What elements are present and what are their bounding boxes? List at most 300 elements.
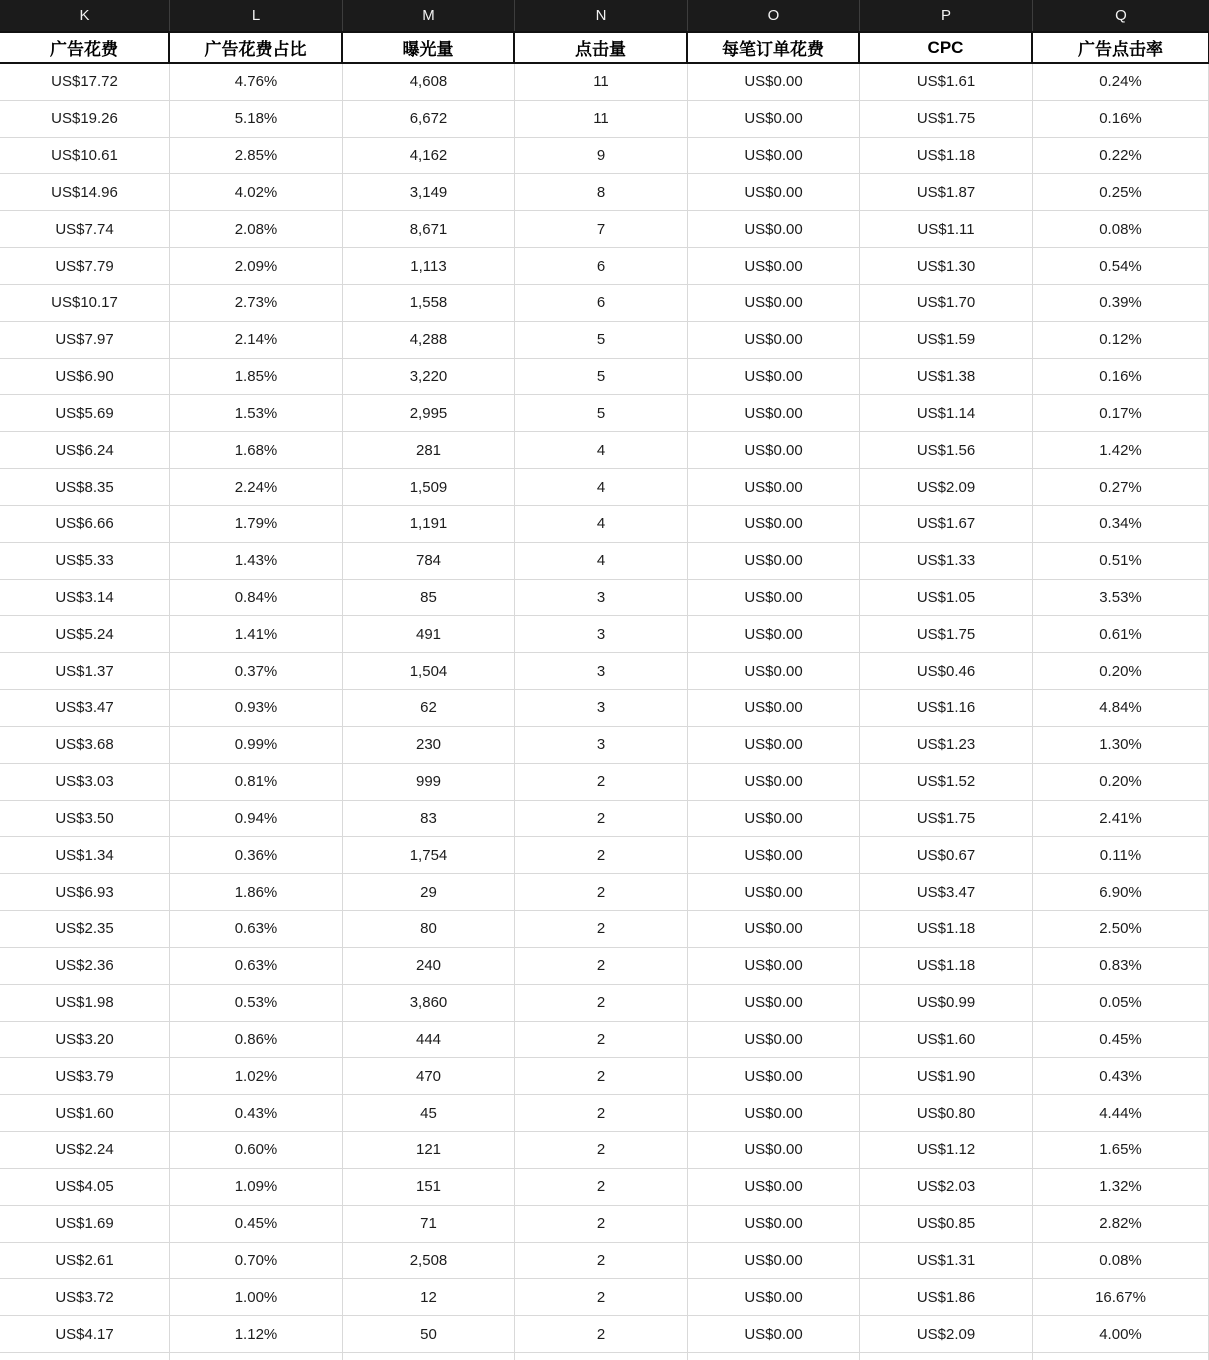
table-cell[interactable]: 29: [343, 874, 515, 911]
table-cell[interactable]: 0.60%: [170, 1132, 343, 1169]
table-row: [0, 1243, 1209, 1280]
table-cell[interactable]: [515, 1353, 688, 1360]
table-row: [0, 911, 1209, 948]
table-cell[interactable]: US$0.00: [688, 837, 860, 874]
table-cell[interactable]: 0.51%: [1033, 543, 1209, 580]
header-cell-p[interactable]: CPC: [860, 33, 1033, 62]
table-cell[interactable]: 1,504: [343, 653, 515, 690]
table-cell[interactable]: 2,508: [343, 1243, 515, 1280]
table-cell[interactable]: 2: [515, 874, 688, 911]
table-cell[interactable]: 0.94%: [170, 801, 343, 838]
table-cell[interactable]: US$0.80: [860, 1095, 1033, 1132]
table-cell[interactable]: US$10.61: [0, 138, 170, 175]
table-cell[interactable]: 0.22%: [1033, 138, 1209, 175]
table-cell[interactable]: US$0.67: [860, 837, 1033, 874]
table-cell[interactable]: US$8.35: [0, 469, 170, 506]
table-cell[interactable]: US$0.00: [688, 764, 860, 801]
table-cell[interactable]: 2: [515, 1058, 688, 1095]
table-cell[interactable]: US$0.00: [688, 138, 860, 175]
table-cell[interactable]: US$0.00: [688, 1243, 860, 1280]
table-cell[interactable]: 1.86%: [170, 874, 343, 911]
table-cell[interactable]: 999: [343, 764, 515, 801]
table-cell[interactable]: US$0.00: [688, 101, 860, 138]
table-cell[interactable]: US$1.61: [860, 64, 1033, 101]
table-cell[interactable]: 3,149: [343, 174, 515, 211]
table-cell[interactable]: 0.54%: [1033, 248, 1209, 285]
table-cell[interactable]: 1.12%: [170, 1316, 343, 1353]
table-cell[interactable]: 4.00%: [1033, 1316, 1209, 1353]
table-cell[interactable]: 1,113: [343, 248, 515, 285]
table-cell[interactable]: 0.16%: [1033, 101, 1209, 138]
table-cell[interactable]: US$1.98: [0, 985, 170, 1022]
header-cell-k[interactable]: 广告花费: [0, 33, 170, 62]
table-row: [0, 764, 1209, 801]
table-row: [0, 1206, 1209, 1243]
table-cell[interactable]: US$0.00: [688, 616, 860, 653]
table-cell[interactable]: US$2.24: [0, 1132, 170, 1169]
table-cell[interactable]: US$0.00: [688, 1206, 860, 1243]
table-cell[interactable]: 5: [515, 359, 688, 396]
table-cell[interactable]: 16.67%: [1033, 1279, 1209, 1316]
table-cell[interactable]: US$4.17: [0, 1316, 170, 1353]
table-row: [0, 1058, 1209, 1095]
table-cell[interactable]: US$1.90: [860, 1058, 1033, 1095]
header-cell-n[interactable]: 点击量: [515, 33, 688, 62]
table-cell[interactable]: 71: [343, 1206, 515, 1243]
table-cell[interactable]: US$0.00: [688, 543, 860, 580]
table-cell[interactable]: US$0.00: [688, 432, 860, 469]
table-row: [0, 469, 1209, 506]
table-cell[interactable]: 2: [515, 1279, 688, 1316]
table-cell[interactable]: US$0.00: [688, 64, 860, 101]
table-cell[interactable]: 12: [343, 1279, 515, 1316]
table-cell[interactable]: 121: [343, 1132, 515, 1169]
table-cell[interactable]: US$3.47: [860, 874, 1033, 911]
table-cell[interactable]: US$3.50: [0, 801, 170, 838]
table-cell[interactable]: 0.05%: [1033, 985, 1209, 1022]
table-cell[interactable]: US$3.72: [0, 1279, 170, 1316]
table-cell[interactable]: 4: [515, 543, 688, 580]
table-cell[interactable]: 2.41%: [1033, 801, 1209, 838]
table-cell[interactable]: [860, 1353, 1033, 1360]
table-row: [0, 801, 1209, 838]
table-cell[interactable]: 0.45%: [1033, 1022, 1209, 1059]
table-cell[interactable]: US$0.00: [688, 506, 860, 543]
table-cell[interactable]: 0.43%: [1033, 1058, 1209, 1095]
column-letters-row: [0, 0, 1209, 31]
table-row: [0, 1022, 1209, 1059]
table-cell[interactable]: 5: [515, 395, 688, 432]
table-cell[interactable]: 4: [515, 469, 688, 506]
table-cell[interactable]: US$0.00: [688, 985, 860, 1022]
table-cell[interactable]: US$5.24: [0, 616, 170, 653]
table-cell[interactable]: 3,860: [343, 985, 515, 1022]
table-cell[interactable]: US$1.70: [860, 285, 1033, 322]
table-cell[interactable]: 2: [515, 1243, 688, 1280]
table-cell[interactable]: 2: [515, 1316, 688, 1353]
table-cell[interactable]: 1.09%: [170, 1169, 343, 1206]
table-cell[interactable]: 1.41%: [170, 616, 343, 653]
table-cell[interactable]: 2.82%: [1033, 1206, 1209, 1243]
table-cell[interactable]: 2: [515, 1022, 688, 1059]
table-cell[interactable]: US$0.00: [688, 727, 860, 764]
table-cell[interactable]: 2: [515, 911, 688, 948]
table-row: [0, 322, 1209, 359]
table-cell[interactable]: US$0.00: [688, 395, 860, 432]
table-cell[interactable]: 1,191: [343, 506, 515, 543]
table-cell[interactable]: US$0.00: [688, 469, 860, 506]
table-cell[interactable]: 0.45%: [170, 1206, 343, 1243]
table-cell[interactable]: 4,288: [343, 322, 515, 359]
table-cell[interactable]: US$7.97: [0, 322, 170, 359]
table-cell[interactable]: 2.09%: [170, 248, 343, 285]
table-cell[interactable]: 7: [515, 211, 688, 248]
table-cell[interactable]: 281: [343, 432, 515, 469]
table-cell[interactable]: 1.43%: [170, 543, 343, 580]
table-cell[interactable]: US$0.00: [688, 1169, 860, 1206]
table-cell[interactable]: US$1.37: [0, 653, 170, 690]
table-cell[interactable]: US$1.18: [860, 138, 1033, 175]
table-cell[interactable]: US$1.11: [860, 211, 1033, 248]
table-row: [0, 101, 1209, 138]
table-cell[interactable]: US$1.38: [860, 359, 1033, 396]
table-cell[interactable]: US$1.34: [0, 837, 170, 874]
table-cell[interactable]: US$7.74: [0, 211, 170, 248]
table-cell[interactable]: 6: [515, 248, 688, 285]
table-cell[interactable]: 4,162: [343, 138, 515, 175]
table-cell[interactable]: 0.25%: [1033, 174, 1209, 211]
table-cell[interactable]: US$0.00: [688, 1132, 860, 1169]
table-cell[interactable]: 8: [515, 174, 688, 211]
table-cell[interactable]: US$0.00: [688, 653, 860, 690]
table-cell[interactable]: 4.84%: [1033, 690, 1209, 727]
table-cell[interactable]: US$3.03: [0, 764, 170, 801]
table-cell[interactable]: US$1.69: [0, 1206, 170, 1243]
table-cell[interactable]: 444: [343, 1022, 515, 1059]
table-cell[interactable]: 2.50%: [1033, 911, 1209, 948]
table-cell[interactable]: 1.32%: [1033, 1169, 1209, 1206]
table-cell[interactable]: US$3.68: [0, 727, 170, 764]
table-cell[interactable]: 2,995: [343, 395, 515, 432]
table-row: [0, 1279, 1209, 1316]
table-cell[interactable]: US$14.96: [0, 174, 170, 211]
table-cell[interactable]: US$0.46: [860, 653, 1033, 690]
table-cell[interactable]: 230: [343, 727, 515, 764]
table-cell[interactable]: 0.70%: [170, 1243, 343, 1280]
table-cell[interactable]: US$10.17: [0, 285, 170, 322]
table-cell[interactable]: US$4.05: [0, 1169, 170, 1206]
table-cell[interactable]: 5.18%: [170, 101, 343, 138]
table-cell[interactable]: 50: [343, 1316, 515, 1353]
table-cell[interactable]: US$2.61: [0, 1243, 170, 1280]
table-cell[interactable]: US$1.86: [860, 1279, 1033, 1316]
table-cell[interactable]: 0.16%: [1033, 359, 1209, 396]
table-cell[interactable]: 2: [515, 1169, 688, 1206]
table-cell[interactable]: 0.39%: [1033, 285, 1209, 322]
table-row: [0, 1316, 1209, 1353]
table-cell[interactable]: 0.20%: [1033, 764, 1209, 801]
table-cell[interactable]: 11: [515, 64, 688, 101]
table-cell[interactable]: 3: [515, 690, 688, 727]
table-cell[interactable]: 0.84%: [170, 580, 343, 617]
table-cell[interactable]: US$2.09: [860, 469, 1033, 506]
table-cell[interactable]: 2: [515, 801, 688, 838]
table-cell[interactable]: US$0.00: [688, 948, 860, 985]
table-row: [0, 543, 1209, 580]
table-cell[interactable]: 1.68%: [170, 432, 343, 469]
table-cell[interactable]: 0.17%: [1033, 395, 1209, 432]
table-row: [0, 248, 1209, 285]
table-cell[interactable]: US$0.99: [860, 985, 1033, 1022]
table-row: [0, 653, 1209, 690]
table-row: [0, 138, 1209, 175]
table-row: [0, 64, 1209, 101]
table-cell[interactable]: US$6.90: [0, 359, 170, 396]
table-cell[interactable]: 1.00%: [170, 1279, 343, 1316]
table-cell[interactable]: 491: [343, 616, 515, 653]
table-cell[interactable]: 2: [515, 764, 688, 801]
table-cell[interactable]: 2: [515, 1095, 688, 1132]
table-cell[interactable]: 8,671: [343, 211, 515, 248]
table-cell[interactable]: US$0.00: [688, 1022, 860, 1059]
table-cell[interactable]: US$0.00: [688, 1095, 860, 1132]
table-cell[interactable]: US$0.00: [688, 801, 860, 838]
table-cell[interactable]: 3: [515, 653, 688, 690]
table-cell[interactable]: US$1.75: [860, 801, 1033, 838]
table-row: [0, 690, 1209, 727]
table-header-row: [0, 31, 1209, 64]
table-cell[interactable]: US$0.85: [860, 1206, 1033, 1243]
table-cell[interactable]: [688, 1353, 860, 1360]
table-cell[interactable]: US$2.36: [0, 948, 170, 985]
table-cell[interactable]: 1.02%: [170, 1058, 343, 1095]
table-cell[interactable]: US$0.00: [688, 174, 860, 211]
table-cell[interactable]: 4.44%: [1033, 1095, 1209, 1132]
table-cell[interactable]: US$1.60: [860, 1022, 1033, 1059]
table-row: [0, 285, 1209, 322]
table-cell[interactable]: US$0.00: [688, 211, 860, 248]
table-cell[interactable]: 4: [515, 432, 688, 469]
table-cell[interactable]: 2: [515, 1206, 688, 1243]
table-cell[interactable]: US$7.79: [0, 248, 170, 285]
table-cell[interactable]: US$0.00: [688, 690, 860, 727]
table-cell[interactable]: US$0.00: [688, 1279, 860, 1316]
table-cell[interactable]: US$1.14: [860, 395, 1033, 432]
partial-row: [0, 1353, 1209, 1360]
table-cell[interactable]: 11: [515, 101, 688, 138]
table-cell[interactable]: 1.65%: [1033, 1132, 1209, 1169]
table-cell[interactable]: US$3.47: [0, 690, 170, 727]
table-cell[interactable]: US$0.00: [688, 874, 860, 911]
table-cell[interactable]: 2.08%: [170, 211, 343, 248]
table-cell[interactable]: 80: [343, 911, 515, 948]
table-cell[interactable]: [170, 1353, 343, 1360]
table-cell[interactable]: 2: [515, 1132, 688, 1169]
table-row: [0, 506, 1209, 543]
table-row: [0, 359, 1209, 396]
table-cell[interactable]: 0.24%: [1033, 64, 1209, 101]
table-cell[interactable]: US$1.30: [860, 248, 1033, 285]
table-cell[interactable]: 1,509: [343, 469, 515, 506]
table-cell[interactable]: 6: [515, 285, 688, 322]
table-cell[interactable]: US$0.00: [688, 1316, 860, 1353]
table-cell[interactable]: 3: [515, 616, 688, 653]
table-cell[interactable]: US$1.52: [860, 764, 1033, 801]
table-cell[interactable]: 0.37%: [170, 653, 343, 690]
table-cell[interactable]: 0.08%: [1033, 211, 1209, 248]
column-letter-p[interactable]: P: [860, 0, 1033, 31]
table-cell[interactable]: 45: [343, 1095, 515, 1132]
table-cell[interactable]: 3: [515, 580, 688, 617]
table-cell[interactable]: 2: [515, 837, 688, 874]
table-cell[interactable]: [0, 1353, 170, 1360]
table-cell[interactable]: 2.14%: [170, 322, 343, 359]
table-cell[interactable]: US$3.14: [0, 580, 170, 617]
table-cell[interactable]: US$1.59: [860, 322, 1033, 359]
table-cell[interactable]: US$1.16: [860, 690, 1033, 727]
table-cell[interactable]: US$1.75: [860, 101, 1033, 138]
table-cell[interactable]: 0.93%: [170, 690, 343, 727]
table-cell[interactable]: 3: [515, 727, 688, 764]
table-cell[interactable]: 4,608: [343, 64, 515, 101]
column-letter-o[interactable]: O: [688, 0, 860, 31]
table-cell[interactable]: 240: [343, 948, 515, 985]
table-row: [0, 727, 1209, 764]
table-row: [0, 1095, 1209, 1132]
table-cell[interactable]: 1.53%: [170, 395, 343, 432]
column-letter-n[interactable]: N: [515, 0, 688, 31]
table-cell[interactable]: US$1.87: [860, 174, 1033, 211]
table-cell[interactable]: 0.86%: [170, 1022, 343, 1059]
table-cell[interactable]: US$1.33: [860, 543, 1033, 580]
table-cell[interactable]: 0.43%: [170, 1095, 343, 1132]
column-letter-k[interactable]: K: [0, 0, 170, 31]
table-cell[interactable]: US$0.00: [688, 322, 860, 359]
table-cell[interactable]: 2.85%: [170, 138, 343, 175]
column-letter-q[interactable]: Q: [1115, 7, 1127, 24]
table-cell[interactable]: US$1.12: [860, 1132, 1033, 1169]
header-cell-q[interactable]: 广告点击率: [1033, 33, 1209, 62]
table-row: [0, 580, 1209, 617]
table-cell[interactable]: US$1.23: [860, 727, 1033, 764]
table-row: [0, 211, 1209, 248]
column-letter-m[interactable]: M: [343, 0, 515, 31]
table-cell[interactable]: 3,220: [343, 359, 515, 396]
table-cell[interactable]: 2.73%: [170, 285, 343, 322]
table-cell[interactable]: 1,558: [343, 285, 515, 322]
table-cell[interactable]: 9: [515, 138, 688, 175]
table-cell[interactable]: 784: [343, 543, 515, 580]
table-cell[interactable]: 470: [343, 1058, 515, 1095]
table-cell[interactable]: US$6.66: [0, 506, 170, 543]
table-cell[interactable]: 1.79%: [170, 506, 343, 543]
table-cell[interactable]: US$2.35: [0, 911, 170, 948]
table-cell[interactable]: 0.61%: [1033, 616, 1209, 653]
table-cell[interactable]: 1.42%: [1033, 432, 1209, 469]
table-row: [0, 395, 1209, 432]
table-row: [0, 948, 1209, 985]
table-row: [0, 1132, 1209, 1169]
table-cell[interactable]: US$1.18: [860, 911, 1033, 948]
table-cell[interactable]: 0.81%: [170, 764, 343, 801]
table-cell[interactable]: 0.99%: [170, 727, 343, 764]
table-cell[interactable]: US$0.00: [688, 359, 860, 396]
table-cell[interactable]: US$1.56: [860, 432, 1033, 469]
table-cell[interactable]: US$3.79: [0, 1058, 170, 1095]
table-cell[interactable]: US$6.24: [0, 432, 170, 469]
table-cell[interactable]: 85: [343, 580, 515, 617]
column-letter-l[interactable]: L: [170, 0, 343, 31]
table-cell[interactable]: 83: [343, 801, 515, 838]
table-cell[interactable]: US$1.60: [0, 1095, 170, 1132]
header-cell-m[interactable]: 曝光量: [343, 33, 515, 62]
table-cell[interactable]: 0.53%: [170, 985, 343, 1022]
table-cell[interactable]: US$1.05: [860, 580, 1033, 617]
table-row: [0, 432, 1209, 469]
table-cell[interactable]: 6.90%: [1033, 874, 1209, 911]
table-cell[interactable]: 1,754: [343, 837, 515, 874]
header-cell-o[interactable]: 每笔订单花费: [688, 33, 860, 62]
table-cell[interactable]: 1.85%: [170, 359, 343, 396]
table-cell[interactable]: 2: [515, 948, 688, 985]
table-cell[interactable]: 0.27%: [1033, 469, 1209, 506]
table-cell[interactable]: 0.83%: [1033, 948, 1209, 985]
table-cell[interactable]: US$3.20: [0, 1022, 170, 1059]
table-cell[interactable]: 2: [515, 985, 688, 1022]
table-cell[interactable]: 151: [343, 1169, 515, 1206]
table-cell[interactable]: US$0.00: [688, 911, 860, 948]
table-cell[interactable]: US$0.00: [688, 580, 860, 617]
header-cell-l[interactable]: 广告花费占比: [170, 33, 343, 62]
table-cell[interactable]: 4: [515, 506, 688, 543]
table-cell[interactable]: US$6.93: [0, 874, 170, 911]
table-row: [0, 174, 1209, 211]
table-cell[interactable]: 6,672: [343, 101, 515, 138]
table-cell[interactable]: US$0.00: [688, 248, 860, 285]
table-cell[interactable]: 0.08%: [1033, 1243, 1209, 1280]
table-cell[interactable]: US$1.67: [860, 506, 1033, 543]
table-cell[interactable]: 4.02%: [170, 174, 343, 211]
table-cell[interactable]: US$0.00: [688, 1058, 860, 1095]
table-cell[interactable]: 62: [343, 690, 515, 727]
table-cell[interactable]: US$17.72: [0, 64, 170, 101]
table-cell[interactable]: US$5.33: [0, 543, 170, 580]
table-cell[interactable]: US$5.69: [0, 395, 170, 432]
table-cell[interactable]: [343, 1353, 515, 1360]
table-cell[interactable]: US$0.00: [688, 285, 860, 322]
table-cell[interactable]: 0.11%: [1033, 837, 1209, 874]
table-cell[interactable]: 0.36%: [170, 837, 343, 874]
table-cell[interactable]: 0.12%: [1033, 322, 1209, 359]
table-cell[interactable]: 0.63%: [170, 948, 343, 985]
table-cell[interactable]: US$1.18: [860, 948, 1033, 985]
table-cell[interactable]: 5: [515, 322, 688, 359]
table-cell[interactable]: US$1.75: [860, 616, 1033, 653]
table-cell[interactable]: US$2.09: [860, 1316, 1033, 1353]
table-cell[interactable]: 1.30%: [1033, 727, 1209, 764]
table-cell[interactable]: 2.24%: [170, 469, 343, 506]
table-row: [0, 837, 1209, 874]
table-cell[interactable]: US$1.31: [860, 1243, 1033, 1280]
table-cell[interactable]: 4.76%: [170, 64, 343, 101]
table-cell[interactable]: [1033, 1353, 1209, 1360]
table-cell[interactable]: 0.34%: [1033, 506, 1209, 543]
table-cell[interactable]: 0.20%: [1033, 653, 1209, 690]
table-cell[interactable]: US$19.26: [0, 101, 170, 138]
table-cell[interactable]: US$2.03: [860, 1169, 1033, 1206]
table-cell[interactable]: 3.53%: [1033, 580, 1209, 617]
table-cell[interactable]: 0.63%: [170, 911, 343, 948]
